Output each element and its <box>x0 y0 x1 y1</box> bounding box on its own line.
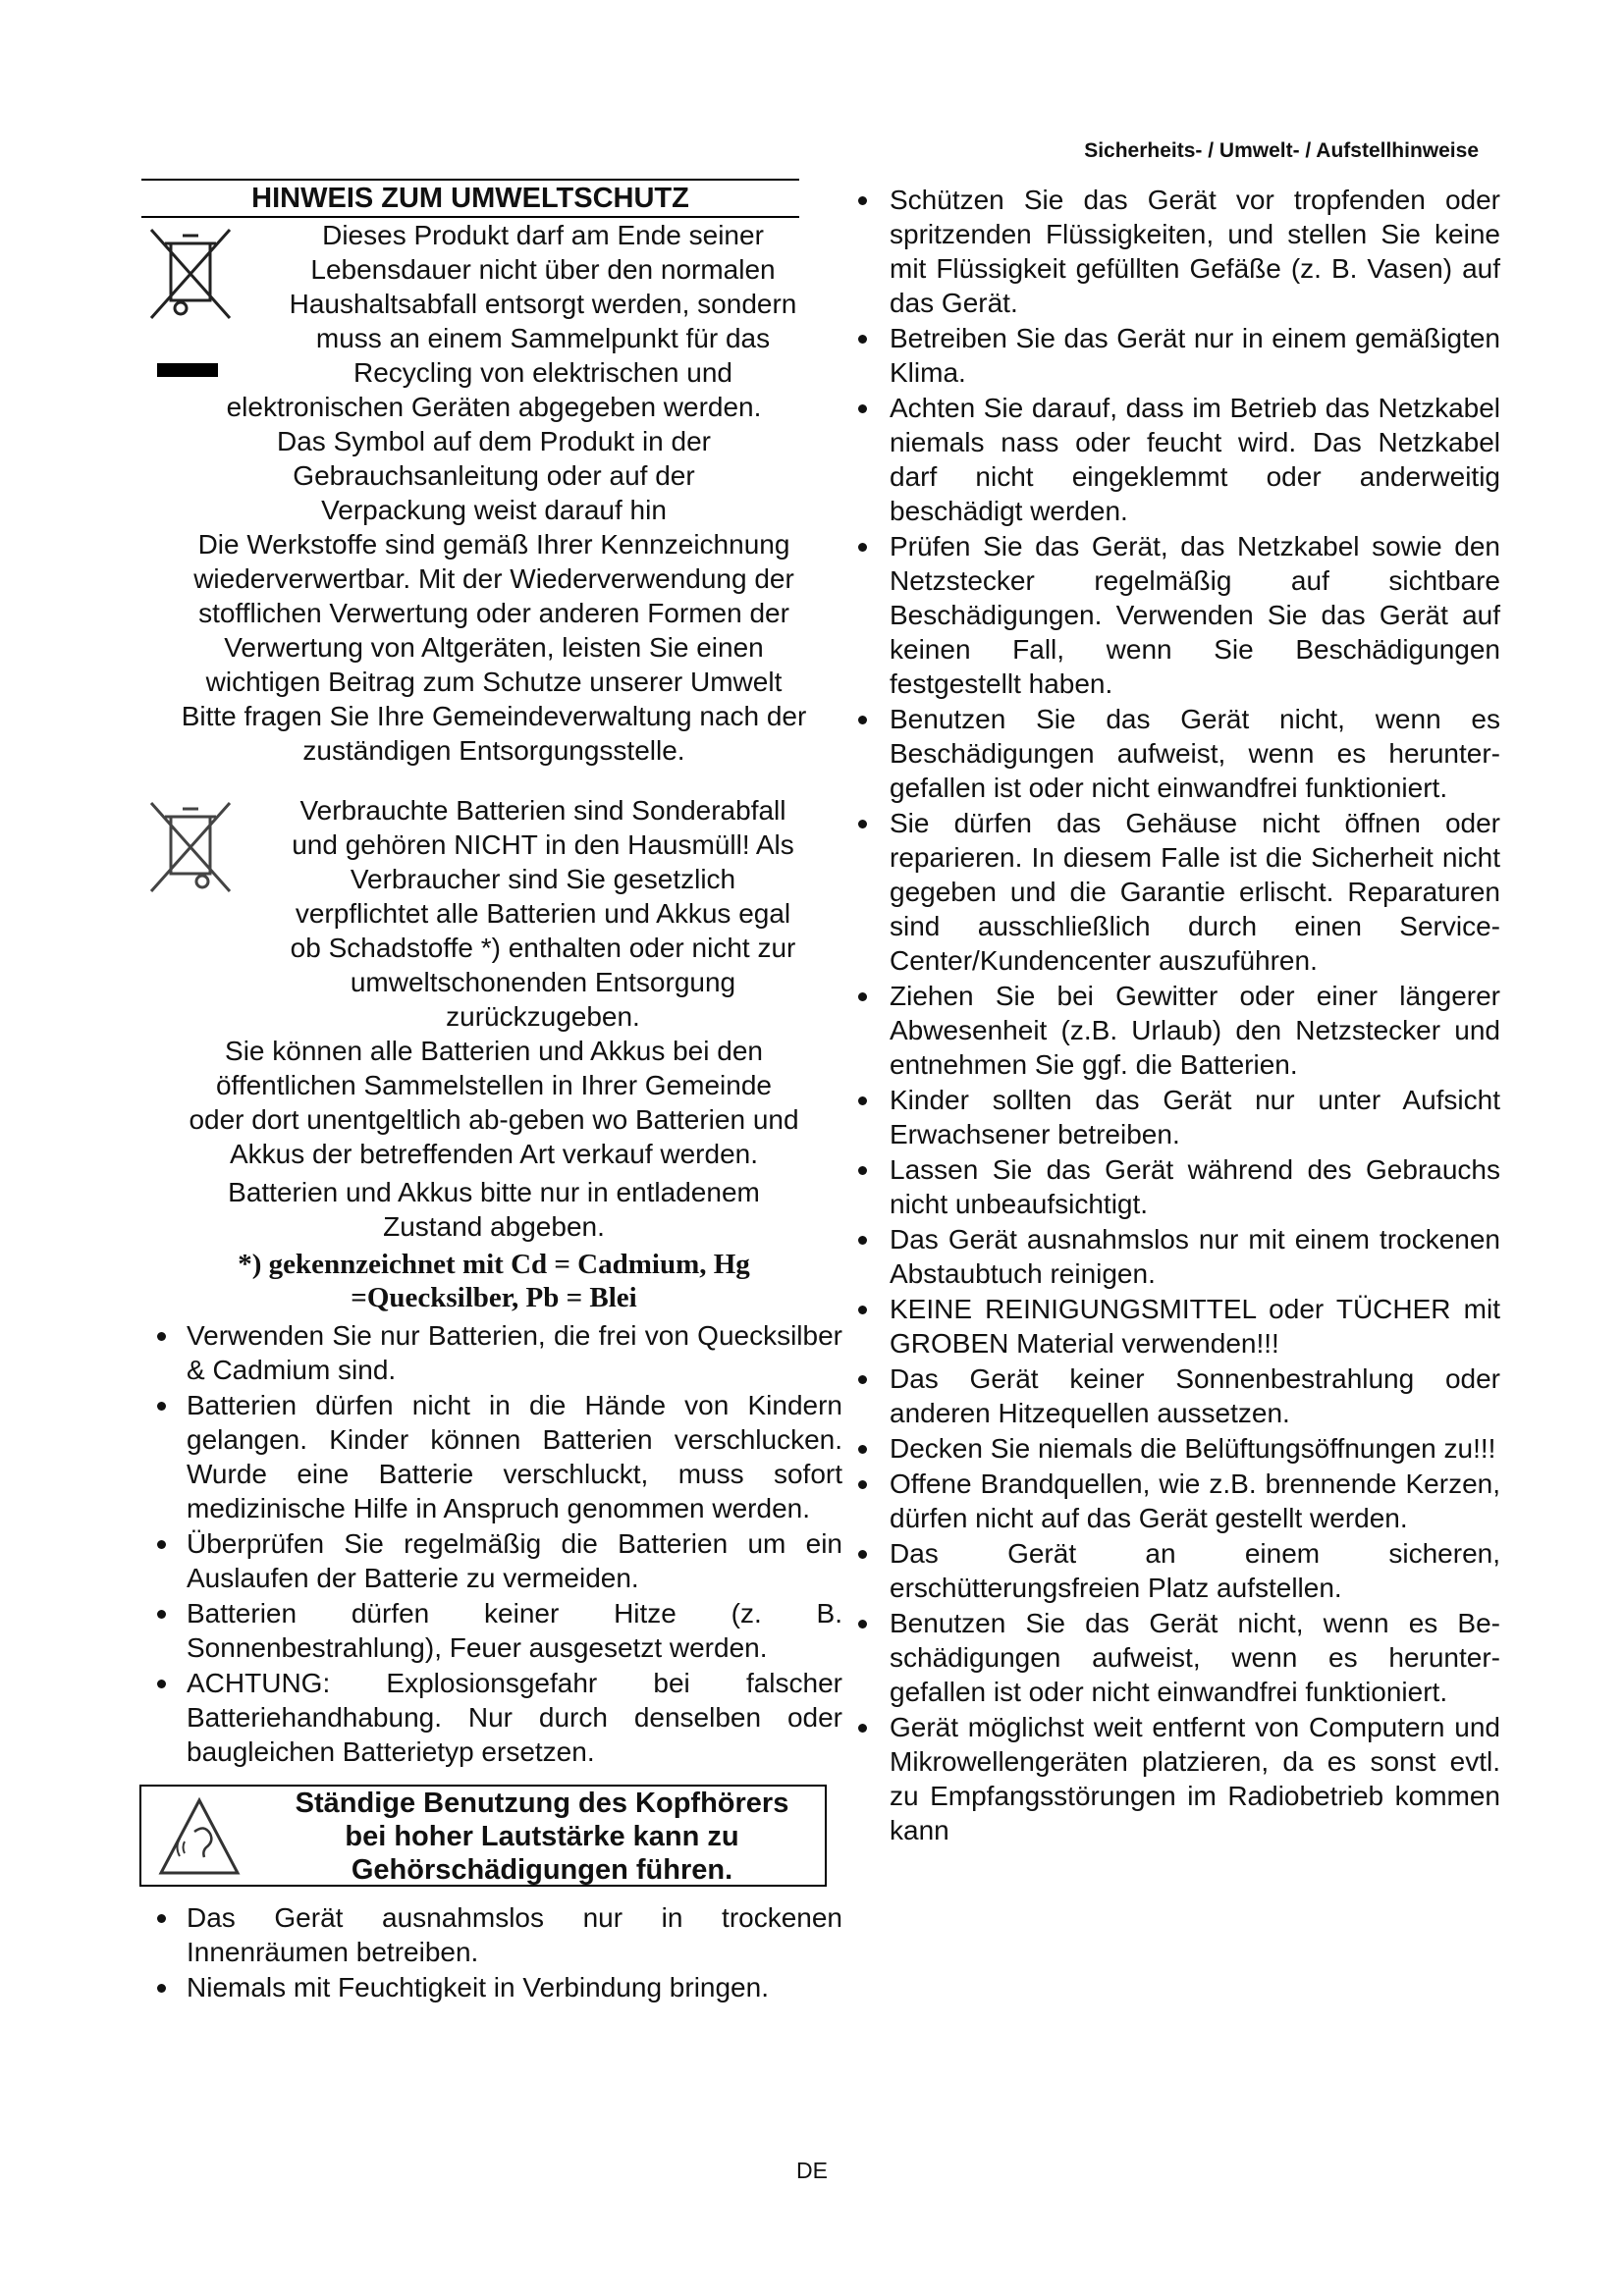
list-item <box>852 1292 1500 1361</box>
bullet-dot-icon <box>858 1480 867 1489</box>
text-line: Dieses Produkt darf am Ende seiner <box>322 220 764 250</box>
text-line: und gehören NICHT in den Hausmüll! Als <box>292 829 794 860</box>
list-item-text: Achten Sie darauf, dass im Betrieb das Netzkabel niemals nass oder feucht wird. Das Netzkabel darf nicht eingeklemmt oder anderweitig beschädigt werden. <box>890 393 1500 526</box>
bin-underline-bar-icon <box>157 363 218 377</box>
text-line: Haushaltsabfall entsorgt werden, sondern <box>289 289 797 319</box>
list-item <box>852 806 1500 978</box>
list-item <box>145 1526 842 1595</box>
battery-para-3 <box>145 1175 842 1244</box>
list-item-text: Benutzen Sie das Gerät nicht, wenn es Beschädigungen aufweist, wenn es herunter-gefallen ist oder nicht einwandfrei funktioniert. <box>890 704 1500 803</box>
crossed-battery-bin-icon <box>141 795 240 903</box>
list-item-text: Schützen Sie das Gerät vor tropfenden oder spritzenden Flüssigkeiten, und stellen Sie keine mit Flüssigkeit gefüllten Gefäße (z. B. Vasen) auf das Gerät. <box>890 185 1500 318</box>
bullet-dot-icon <box>858 196 867 205</box>
environment-para-1 <box>145 218 842 390</box>
list-item-text: Niemals mit Feuchtigkeit in Verbindung bringen. <box>187 1972 769 2002</box>
bullet-dot-icon <box>858 1375 867 1384</box>
hearing-warning-text <box>269 1787 815 1887</box>
text-line: wichtigen Beitrag zum Schutze unserer Umwelt <box>205 667 783 697</box>
list-item <box>852 1606 1500 1709</box>
text-line: öffentlichen Sammelstellen in Ihrer Gemeinde <box>215 1070 772 1100</box>
list-item-text: Sie dürfen das Gehäuse nicht öffnen oder reparieren. In diesem Falle ist die Sicherheit nicht gegeben und die Garantie erlischt. Reparaturen sind ausschließlich durch einen Service-Center/Kundencenter auszuführen. <box>890 808 1500 976</box>
environment-para-1-rest <box>145 390 842 768</box>
list-item <box>145 1388 842 1525</box>
text-line: umweltschonenden Entsorgung <box>350 967 736 997</box>
text-line: Bitte fragen Sie Ihre Gemeindeverwaltung nach der <box>181 701 807 731</box>
hearing-warning-icon <box>155 1794 244 1879</box>
list-item <box>145 1666 842 1769</box>
device-safety-list <box>852 183 1500 1847</box>
text-line: Verbrauchte Batterien sind Sonderabfall <box>299 795 786 826</box>
list-item <box>852 321 1500 390</box>
text-line: Ständige Benutzung des Kopfhörers <box>295 1788 789 1819</box>
bullet-dot-icon <box>157 1984 166 1993</box>
text-line: oder dort unentgeltlich ab-geben wo Batterien und <box>189 1104 799 1135</box>
text-line: =Quecksilber, Pb = Blei <box>351 1282 637 1313</box>
text-line: elektronischen Geräten abgegeben werden. <box>226 392 762 422</box>
list-item-text: Decken Sie niemals die Belüftungsöffnungen zu!!! <box>890 1433 1496 1464</box>
crossed-bin-icon <box>141 222 240 330</box>
battery-disposal-block <box>145 793 842 1314</box>
text-line: Zustand abgeben. <box>383 1211 605 1242</box>
text-line: Sie können alle Batterien und Akkus bei den <box>225 1036 763 1066</box>
list-item-text: Das Gerät an einem sicheren, erschütterungsfreien Platz aufstellen. <box>890 1538 1500 1603</box>
list-item-text: KEINE REINIGUNGSMITTEL oder TÜCHER mit GROBEN Material verwenden!!! <box>890 1294 1500 1359</box>
list-item-text: Benutzen Sie das Gerät nicht, wenn es Be-schädigungen aufweist, wenn es herunter-gefallen ist oder nicht einwandfrei funktioniert. <box>890 1608 1500 1707</box>
text-line: Verpackung weist darauf hin <box>321 495 667 525</box>
list-item <box>145 1970 842 2004</box>
list-item <box>852 702 1500 805</box>
bullet-dot-icon <box>858 404 867 413</box>
text-line: muss an einem Sammelpunkt für das <box>315 323 771 353</box>
list-item-text: Verwenden Sie nur Batterien, die frei von Quecksilber & Cadmium sind. <box>187 1320 842 1385</box>
list-item-text: Überprüfen Sie regelmäßig die Batterien um ein Auslaufen der Batterie zu vermeiden. <box>187 1528 842 1593</box>
left-column <box>145 179 842 2005</box>
list-item <box>852 183 1500 320</box>
list-item <box>852 1467 1500 1535</box>
list-item <box>852 391 1500 528</box>
bullet-dot-icon <box>858 1445 867 1454</box>
hazardous-substances-note <box>145 1248 842 1314</box>
environment-notice-block <box>145 218 842 768</box>
list-item <box>852 1362 1500 1430</box>
text-line: ob Schadstoffe *) enthalten oder nicht zur <box>290 933 796 963</box>
list-item <box>852 529 1500 701</box>
list-item <box>145 1318 842 1387</box>
bullet-dot-icon <box>858 1550 867 1559</box>
list-item <box>852 979 1500 1082</box>
bullet-dot-icon <box>157 1610 166 1619</box>
text-line: Das Symbol auf dem Produkt in der <box>277 426 711 456</box>
hearing-warning-box <box>139 1785 827 1887</box>
text-line: zuständigen Entsorgungsstelle. <box>302 735 685 766</box>
text-line: zurückzugeben. <box>446 1001 640 1032</box>
list-item-text: Kinder sollten das Gerät nur unter Aufsicht Erwachsener betreiben. <box>890 1085 1500 1149</box>
page-header-section-title: Sicherheits- / Umwelt- / Aufstellhinweise <box>1084 139 1479 162</box>
list-item-text: Batterien dürfen keiner Hitze (z. B. Sonnenbestrahlung), Feuer ausgesetzt werden. <box>187 1598 842 1663</box>
environment-notice-title: HINWEIS ZUM UMWELTSCHUTZ <box>141 179 799 218</box>
text-line: Lebensdauer nicht über den normalen <box>310 254 776 285</box>
bullet-dot-icon <box>858 1620 867 1629</box>
list-item <box>852 1083 1500 1151</box>
bullet-dot-icon <box>858 992 867 1001</box>
list-item-text: Ziehen Sie bei Gewitter oder einer längerer Abwesenheit (z.B. Urlaub) den Netzstecker und entnehmen Sie ggf. die Batterien. <box>890 981 1500 1080</box>
device-usage-list <box>145 1900 842 2004</box>
battery-para-1 <box>145 793 842 1034</box>
list-item-text: Offene Brandquellen, wie z.B. brennende Kerzen, dürfen nicht auf das Gerät gestellt werden. <box>890 1468 1500 1533</box>
battery-para-2 <box>145 1034 842 1171</box>
text-line: wiederverwertbar. Mit der Wiederverwendung der <box>193 563 794 594</box>
list-item-text: Betreiben Sie das Gerät nur in einem gemäßigten Klima. <box>890 323 1500 388</box>
text-line: Die Werkstoffe sind gemäß Ihrer Kennzeichnung <box>197 529 790 560</box>
list-item <box>145 1596 842 1665</box>
text-line: bei hoher Lautstärke kann zu <box>345 1821 739 1852</box>
list-item-text: Lassen Sie das Gerät während des Gebrauchs nicht unbeaufsichtigt. <box>890 1154 1500 1219</box>
list-item-text: Das Gerät keiner Sonnenbestrahlung oder anderen Hitzequellen aussetzen. <box>890 1363 1500 1428</box>
bullet-dot-icon <box>858 820 867 828</box>
text-line: Batterien und Akkus bitte nur in entladenem <box>228 1177 760 1207</box>
page-footer-language: DE <box>796 2158 828 2183</box>
text-line: Gehörschädigungen führen. <box>351 1854 733 1886</box>
bullet-dot-icon <box>858 716 867 724</box>
list-item-text: Gerät möglichst weit entfernt von Computern und Mikrowellengeräten platzieren, da es sonst evtl. zu Empfangsstörungen im Radiobetrieb kommen kann <box>890 1712 1500 1845</box>
list-item-text: Das Gerät ausnahmslos nur mit einem trockenen Abstaubtuch reinigen. <box>890 1224 1500 1289</box>
text-line: Akkus der betreffenden Art verkauf werden. <box>229 1139 758 1169</box>
list-item <box>852 1431 1500 1466</box>
bullet-dot-icon <box>157 1680 166 1688</box>
right-column <box>852 183 1500 1848</box>
bullet-dot-icon <box>157 1402 166 1411</box>
text-line: Verbraucher sind Sie gesetzlich <box>350 864 736 894</box>
bullet-dot-icon <box>858 1724 867 1733</box>
bullet-dot-icon <box>858 335 867 344</box>
list-item <box>852 1152 1500 1221</box>
bullet-dot-icon <box>858 1096 867 1105</box>
list-item-text: Batterien dürfen nicht in die Hände von Kindern gelangen. Kinder können Batterien verschlucken. Wurde eine Batterie verschluckt, muss sofort medizinische Hilfe in Anspruch genommen werden. <box>187 1390 842 1523</box>
battery-safety-list <box>145 1318 842 1769</box>
text-line: Recycling von elektrischen und <box>353 357 732 388</box>
text-line: stofflichen Verwertung oder anderen Formen der <box>198 598 789 628</box>
list-item-text: Das Gerät ausnahmslos nur in trockenen Innenräumen betreiben. <box>187 1902 842 1967</box>
text-line: Gebrauchsanleitung oder auf der <box>293 460 695 491</box>
list-item-text: ACHTUNG: Explosionsgefahr bei falscher Batteriehandhabung. Nur durch denselben oder baugleichen Batterietyp ersetzen. <box>187 1668 842 1767</box>
bullet-dot-icon <box>858 1306 867 1314</box>
bullet-dot-icon <box>157 1540 166 1549</box>
text-line: *) gekennzeichnet mit Cd = Cadmium, Hg <box>238 1249 750 1280</box>
bullet-dot-icon <box>858 1236 867 1245</box>
bullet-dot-icon <box>157 1914 166 1923</box>
bullet-dot-icon <box>858 543 867 552</box>
list-item-text: Prüfen Sie das Gerät, das Netzkabel sowie den Netzstecker regelmäßig auf sichtbare Beschädigungen. Verwenden Sie das Gerät auf keinen Fall, wenn Sie Beschädigungen festgestellt haben. <box>890 531 1500 699</box>
list-item <box>145 1900 842 1969</box>
bullet-dot-icon <box>858 1166 867 1175</box>
list-item <box>852 1536 1500 1605</box>
bullet-dot-icon <box>157 1332 166 1341</box>
list-item <box>852 1222 1500 1291</box>
text-line: Verwertung von Altgeräten, leisten Sie einen <box>224 632 764 663</box>
list-item <box>852 1710 1500 1847</box>
text-line: verpflichtet alle Batterien und Akkus egal <box>295 898 791 929</box>
